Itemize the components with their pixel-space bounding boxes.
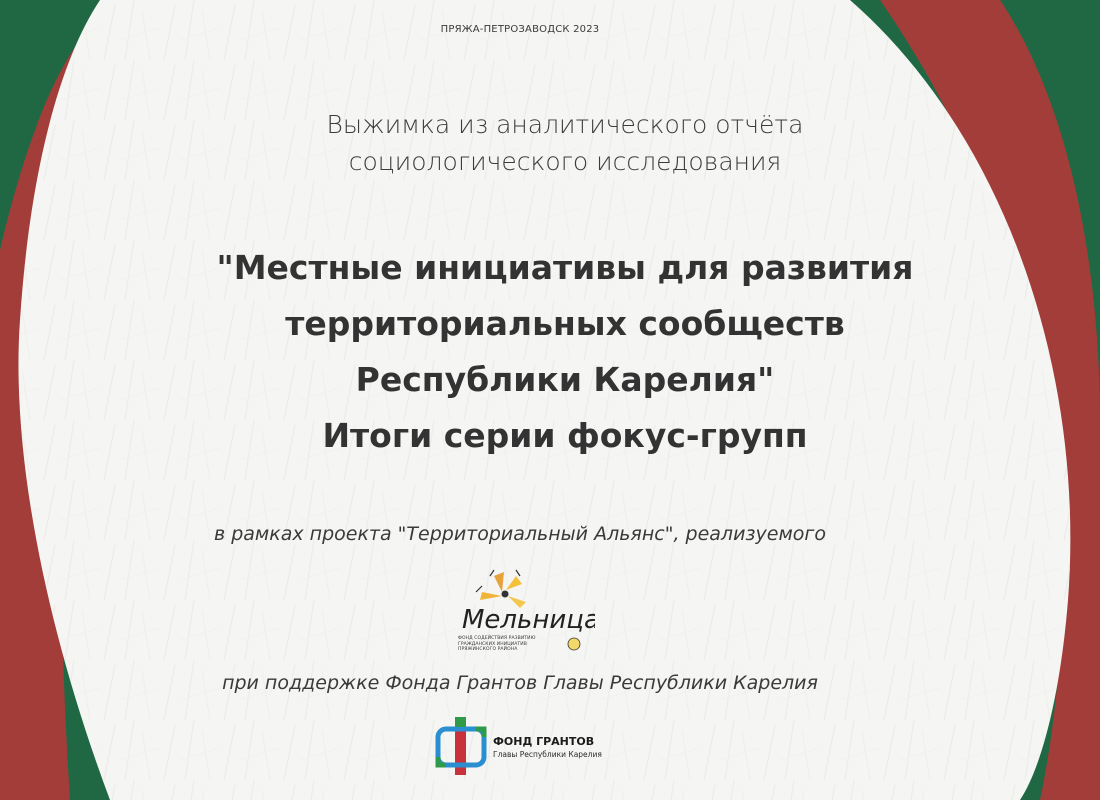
- melnitsa-logo: [450, 562, 595, 658]
- support-note: при поддержке Фонда Грантов Главы Республики Карелия: [222, 672, 818, 694]
- fund-emblem-icon: [432, 715, 490, 777]
- svg-text:Мельница: Мельница: [462, 605, 595, 635]
- project-note: в рамках проекта "Территориальный Альянс", реализуемого: [213, 523, 827, 545]
- subtitle-line-1: Выжимка из аналитического отчёта: [326, 110, 804, 139]
- fund-grants-logo: [432, 715, 632, 777]
- main-title-line-2: территориальных сообществ: [285, 304, 845, 343]
- subtitle-line-2: социологического исследования: [348, 147, 782, 176]
- top-caption: ПРЯЖА-ПЕТРОЗАВОДСК 2023: [440, 24, 600, 35]
- subtitle: [250, 106, 880, 180]
- fund-subline: Главы Республики Карелия: [493, 750, 602, 759]
- main-title-line-1: "Местные инициативы для развития: [216, 248, 914, 287]
- melnitsa-tagline: ФОНД СОДЕЙСТВИЯ РАЗВИТИЮ ГРАЖДАНСКИХ ИНИЦИАТИВ ПРЯЖИНСКОГО РАЙОНА: [458, 636, 536, 652]
- fund-name: ФОНД ГРАНТОВ: [493, 735, 595, 748]
- main-title-line-3: Республики Карелия": [355, 360, 775, 399]
- main-title: [160, 240, 970, 464]
- main-title-line-4: Итоги серии фокус-групп: [322, 416, 808, 455]
